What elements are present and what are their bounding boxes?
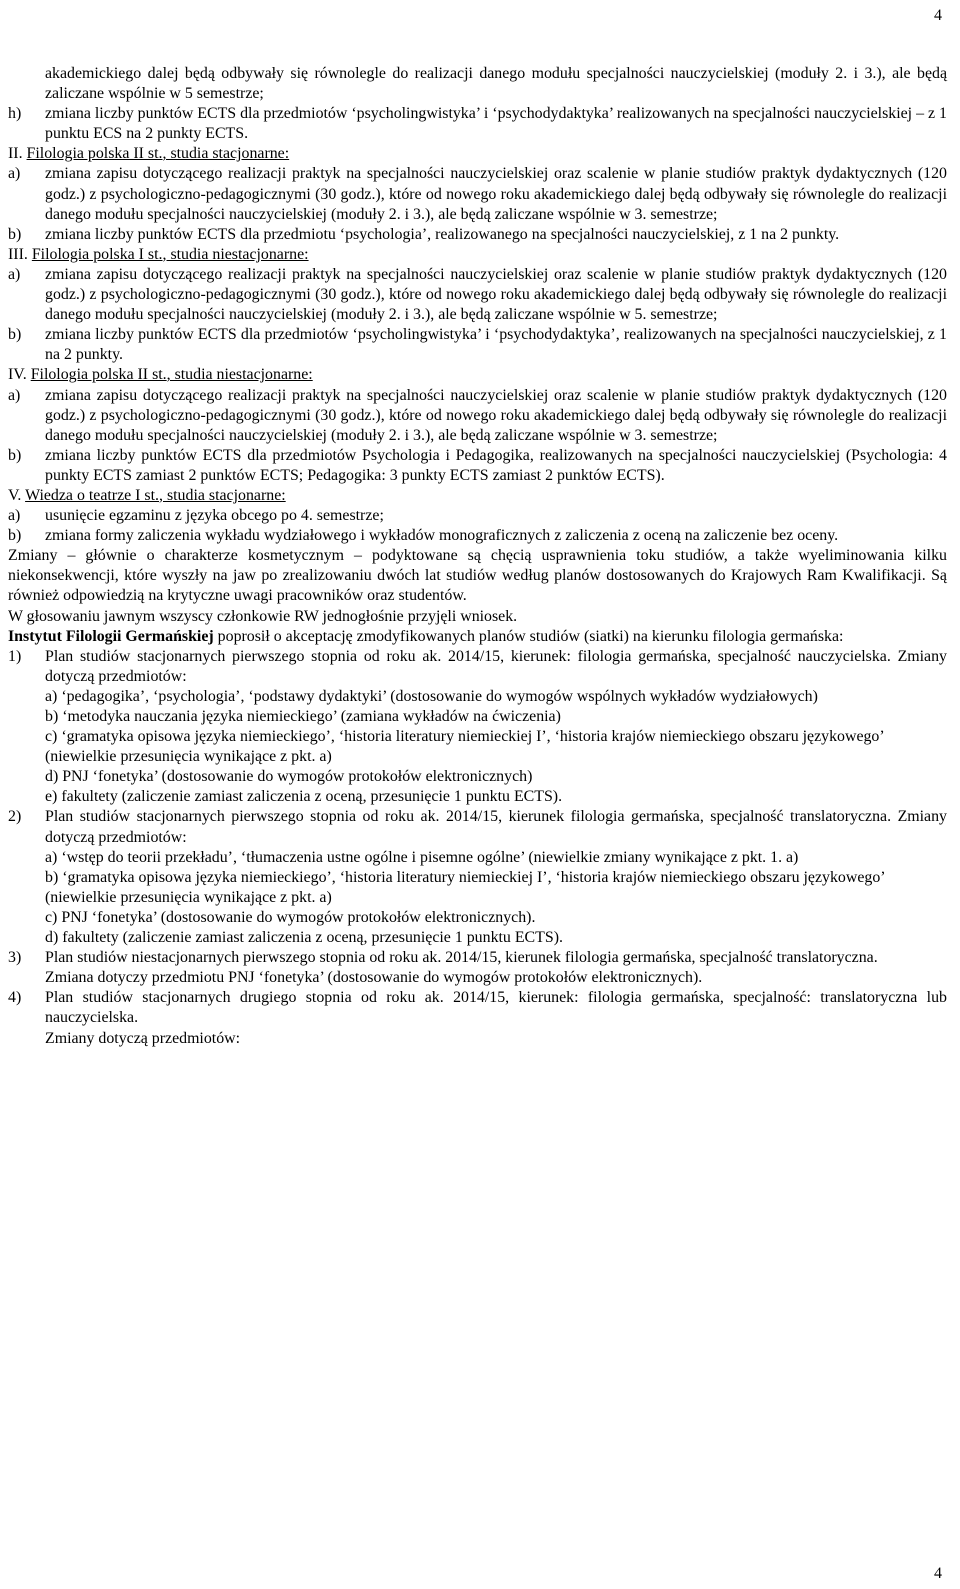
list-label: a) [8,386,21,404]
plan-subitem: Zmiany dotyczą przedmiotów: [45,1029,241,1047]
list-text: Plan studiów stacjonarnych drugiego stopnia od roku ak. 2014/15, kierunek: filologia germańska, specjalność: translatoryczna lub nauczycielska. [45,989,947,1027]
list-text: zmiana formy zaliczenia wykładu wydziałowego i wykładów monograficznych z zaliczenia z oceną na zaliczenie bez oceny. [45,527,839,545]
plan-item-1 [8,647,947,687]
list-text: Plan studiów stacjonarnych pierwszego stopnia od roku ak. 2014/15, kierunek: filologia germańska, specjalność nauczycielska. Zmiany dotyczą przedmiotów: [45,647,947,685]
list-item-b [8,225,947,245]
list-text: zmiana liczby punktów ECTS dla przedmiotów ‘psycholingwistyka’ i ‘psychodydaktyka’, realizowanych na specjalności nauczycielskiej, z 1 na 2 punkty. [45,326,947,364]
section-number: III. [8,245,28,263]
list-label: h) [8,105,22,123]
section-heading-3 [8,245,947,265]
section-mode: , studia niestacjonarne: [166,366,313,384]
list-text: usunięcie egzaminu z języka obcego po 4. semestrze; [45,507,384,525]
list-label: a) [8,165,21,183]
list-item-b [8,446,947,486]
summary-paragraph: Zmiany – głównie o charakterze kosmetycznym – podyktowane są chęcią usprawnienia toku studiów, a także wyeliminowania kilku niekonsekwencji, które wyszły na jaw po zrealizowaniu dwóch lat studiów według planów dostosowanych do Krajowych Ram Kwalifikacji. Są również odpowiedzią na krytyczne uwagi pracowników oraz studentów. [8,547,947,605]
section-mode: , studia stacjonarne: [162,145,290,163]
list-text: zmiana liczby punktów ECTS dla przedmiotów Psychologia i Pedagogika, realizowanych na specjalności nauczycielskiej (Psychologia: 4 punkty ECTS zamiast 2 punktów ECTS; Pedagogika: 3 punkty ECTS zamiast 2 punktów ECTS). [45,446,947,484]
list-text: zmiana zapisu dotyczącego realizacji praktyk na specjalności nauczycielskiej oraz scalenie w planie studiów praktyk dydaktycznych (120 godz.) z psychologiczno-pedagogicznymi (30 godz.), które od nowego roku akademickiego dalej będą odbywały się równolegle do realizacji danego modułu specjalności nauczycielskiej (moduły 2. i 3.), ale będą zaliczane wspólnie w 5. semestrze; [45,265,947,324]
section-mode: , studia stacjonarne: [159,486,286,504]
plan-subitem: b) ‘gramatyka opisowa języka niemieckiego’, ‘historia literatury niemieckiej I’, ‘historia krajów niemieckiego obszaru językowego’ (niewielkie przesunięcia wynikające z pkt. a) [45,868,885,906]
plan-subitem: a) ‘wstęp do teorii przekładu’, ‘tłumaczenia ustne ogólne i pisemne ogólne’ (niewielkie zmiany wynikające z pkt. 1. a) [45,848,799,866]
plan-subitem: a) ‘pedagogika’, ‘psychologia’, ‘podstawy dydaktyki’ (dostosowanie do wymogów wspólnych wykładów wydziałowych) [45,687,818,705]
page-number: 4 [934,7,942,24]
continuation-text: akademickiego dalej będą odbywały się równolegle do realizacji danego modułu specjalności nauczycielskiej (moduły 2. i 3.), ale będą zaliczane wspólnie w 5 semestrze; [45,65,947,103]
list-label: 1) [8,647,22,665]
list-label: b) [8,527,22,545]
plan-item-4 [8,988,947,1028]
plan-subitem: d) fakultety (zaliczenie zamiast zaliczenia z oceną, przesunięcie 1 punktu ECTS). [45,929,563,947]
list-label: 4) [8,989,22,1007]
document-body [8,64,947,1049]
list-item-h [8,104,947,144]
list-item-a [8,386,947,446]
section-title: Filologia polska I st. [31,245,163,263]
list-item-b [8,325,947,365]
section-heading-2 [8,144,947,164]
plan-subitem: b) ‘metodyka nauczania języka niemieckiego’ (zamiana wykładów na ćwiczenia) [45,708,561,725]
plan-subitem: Zmiana dotyczy przedmiotu PNJ ‘fonetyka’ (dostosowanie do wymogów protokołów elektronicznych). [45,969,703,987]
institute-name: Instytut Filologii Germańskiej [8,627,214,645]
plan-subitem: c) PNJ ‘fonetyka’ (dostosowanie do wymogów protokołów elektronicznych). [45,908,536,926]
list-label: b) [8,326,22,344]
list-text: zmiana liczby punktów ECTS dla przedmiotów ‘psycholingwistyka’ i ‘psychodydaktyka’ realizowanych na specjalności nauczycielskiej – z 1 punktu ECS na 2 punkty ECTS. [45,105,947,143]
vote-paragraph: W głosowaniu jawnym wszyscy członkowie RW jednogłośnie przyjęli wniosek. [8,607,518,625]
section-number: V. [8,486,22,504]
list-label: b) [8,446,22,464]
plan-subitem: e) fakultety (zaliczenie zamiast zaliczenia z oceną, przesunięcie 1 punktu ECTS). [45,788,563,806]
list-text: zmiana zapisu dotyczącego realizacji praktyk na specjalności nauczycielskiej oraz scalenie w planie studiów praktyk dydaktycznych (120 godz.) z psychologiczno-pedagogicznymi (30 godz.), które od nowego roku akademickiego dalej będą odbywały się równolegle do realizacji danego modułu specjalności nauczycielskiej (moduły 2. i 3.), ale będą zaliczane wspólnie w 3. semestrze; [45,386,947,444]
list-label: a) [8,507,21,525]
plan-subitem: d) PNJ ‘fonetyka’ (dostosowanie do wymogów protokołów elektronicznych) [45,768,533,786]
list-text: Plan studiów niestacjonarnych pierwszego stopnia od roku ak. 2014/15, kierunek filologia germańska, specjalność translatoryczna. [45,949,878,967]
plan-item-3 [8,948,947,968]
list-label: 3) [8,949,22,967]
list-item-b [8,526,947,546]
plan-subitem: c) ‘gramatyka opisowa języka niemieckiego’, ‘historia literatury niemieckiej I’, ‘historia krajów niemieckiego obszaru językowego’ (niewielkie przesunięcia wynikające z pkt. a) [45,728,884,766]
section-number: II. [8,145,23,163]
section-number: IV. [8,366,27,384]
list-item-a [8,265,947,325]
list-item-a [8,164,947,224]
list-text: Plan studiów stacjonarnych pierwszego stopnia od roku ak. 2014/15, kierunek filologia germańska, specjalność translatoryczna. Zmiany dotyczą przedmiotów: [45,808,947,846]
list-label: 2) [8,808,22,826]
section-title: Wiedza o teatrze I st. [25,486,160,504]
section-heading-5 [8,486,947,506]
plan-item-2 [8,807,947,847]
section-title: Filologia polska II st. [30,366,167,384]
list-label: a) [8,265,21,283]
list-item-a [8,506,947,526]
list-label: b) [8,225,22,243]
institute-paragraph [8,627,947,647]
section-mode: , studia niestacjonarne: [162,245,309,263]
section-title: Filologia polska II st. [26,145,163,163]
list-text: zmiana zapisu dotyczącego realizacji praktyk na specjalności nauczycielskiej oraz scalenie w planie studiów praktyk dydaktycznych (120 godz.) z psychologiczno-pedagogicznymi (30 godz.), które od nowego roku akademickiego dalej będą odbywały się równolegle do realizacji danego modułu specjalności nauczycielskiej (moduły 2. i 3.), ale będą zaliczane wspólnie w 3. semestrze; [45,165,947,223]
section-heading-4 [8,365,947,385]
list-text: zmiana liczby punktów ECTS dla przedmiotu ‘psychologia’, realizowanego na specjalności nauczycielskiej, z 1 na 2 punkty. [45,225,840,243]
page-number-bottom: 4 [934,1565,942,1582]
institute-request: poprosił o akceptację zmodyfikowanych planów studiów (siatki) na kierunku filologia germańska: [213,627,844,645]
